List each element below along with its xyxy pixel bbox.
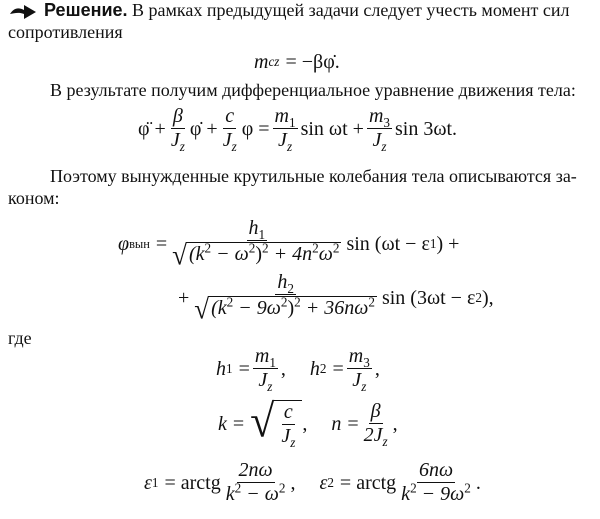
fraction-beta-2jz: $\frac{\beta}{2J_z}$ — [363, 400, 388, 449]
fraction-eps-1: $\frac{2n\omega}{k^2 - \omega^2}$ — [225, 459, 286, 505]
solution-line-1-text: В рамках предыдущей задачи следует учесть момент сил — [132, 0, 570, 20]
fraction-forced-term-2: $h_2$ √ $(k^2 - 9\omega^2)^2 + 36n\omega^2$ — [194, 271, 375, 325]
text-result: В результате получим дифференциальное уравнение движения тела: — [50, 80, 576, 100]
text-where: где — [8, 328, 32, 348]
solution-lead: Решение. — [44, 0, 128, 20]
solution-line-2: сопротивления — [8, 22, 123, 42]
fraction-m3-jz: $\frac{m_3}{J_z}$ — [368, 105, 390, 154]
equation-forced-line-1: φ вын = $h_1$ √ $(k^2 - \omega^2)^2 + 4n^2\omega^2$ sin (ωt − ε 1 ) + — [118, 217, 460, 271]
equation-motion: φ̈ + $\frac{\beta}{J_z}$ φ̇ + $\frac{c}{J_z}$ φ = $\frac{m_1}{J_z}$ sin ωt + $\frac{m_3}{J_z}$ sin 3ωt. — [138, 105, 458, 154]
fraction-eps-2: $\frac{6n\omega}{k^2 - 9\omega^2}$ — [401, 459, 471, 505]
fraction-forced-term-1: $h_1$ √ $(k^2 - \omega^2)^2 + 4n^2\omega^2$ — [172, 217, 340, 271]
fraction-m1-jz-h: $\frac{m_1}{J_z}$ — [254, 345, 276, 394]
equation-h: h 1 = $\frac{m_1}{J_z}$ , h 2 = $\frac{m_3}{J_z}$ , — [216, 345, 380, 394]
solution-line-1 — [44, 0, 569, 22]
solution-arrow-icon — [8, 2, 38, 22]
fraction-m1-jz: $\frac{m_1}{J_z}$ — [274, 105, 296, 154]
fraction-c-jz: $\frac{c}{J_z}$ — [222, 105, 237, 154]
sqrt-term-1: √ $(k^2 - \omega^2)^2 + 4n^2\omega^2$ — [172, 239, 340, 271]
equation-epsilon: ε 1 = arctg $\frac{2n\omega}{k^2 - \omega^2}$ , ε 2 = arctg $\frac{6n\omega}{k^2 - 9\omega^2}$ . — [144, 459, 481, 505]
equation-k-n: k = √ $\frac{c}{J_z}$ , n = $\frac{\beta}{2J_z}$ , — [218, 395, 398, 450]
fraction-beta-jz: $\frac{\beta}{J_z}$ — [170, 105, 185, 154]
fraction-m3-jz-h: $\frac{m_3}{J_z}$ — [348, 345, 370, 394]
sqrt-term-2: √ $(k^2 - 9\omega^2)^2 + 36n\omega^2$ — [194, 293, 375, 325]
equation-forced-line-2: + $h_2$ √ $(k^2 - 9\omega^2)^2 + 36n\omega^2$ sin (3ωt − ε 2 ), — [178, 271, 494, 325]
equation-moment: m cz = −βφ̇. — [254, 51, 340, 73]
text-forced-2: коном: — [8, 188, 60, 208]
sqrt-c-jz: √ $\frac{c}{J_z}$ — [250, 400, 302, 447]
text-forced-1: Поэтому вынужденные крутильные колебания тела описываются за- — [50, 166, 577, 186]
